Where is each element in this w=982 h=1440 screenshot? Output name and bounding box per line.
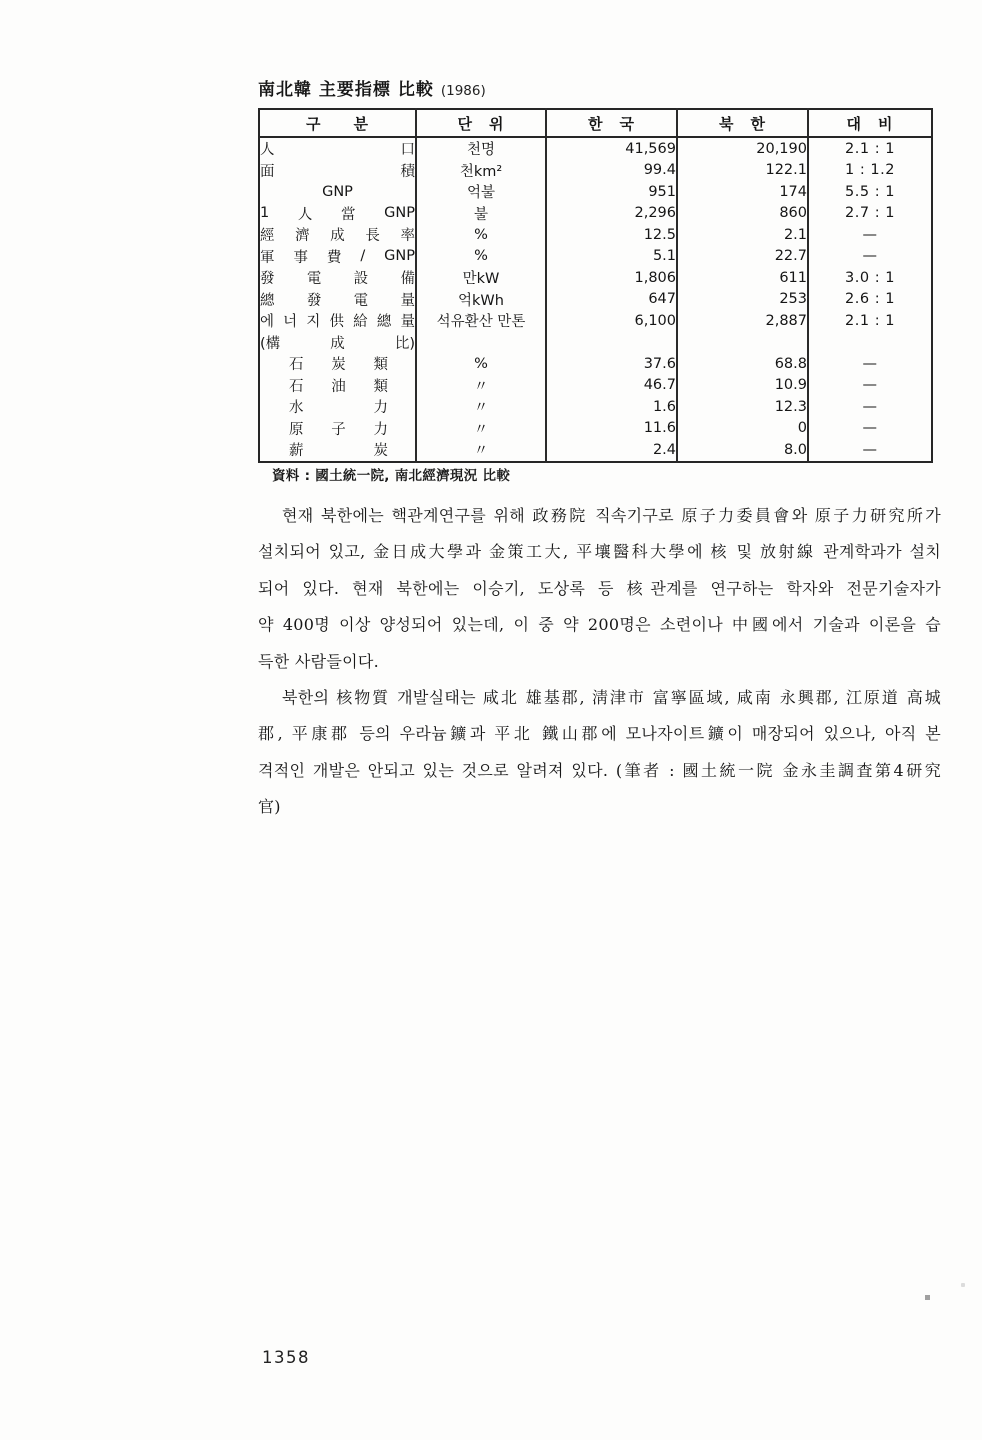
category-token: 當 [341,206,356,223]
table-row [259,224,932,246]
category-token: 費 [326,249,342,266]
unit-cell: 만kW [416,267,546,289]
scan-artifact [925,1295,930,1300]
text-line: 郡, 平康郡 등의 우라늄鑛과 平北 鐵山郡에 모나자이트鑛이 매장되어 있으나, 아직 본 [258,724,941,744]
category-cell [259,439,416,462]
category-token: 比) [394,335,415,352]
category-token: 人 [297,206,313,223]
table-row [259,160,932,182]
header-unit: 단 위 [416,109,546,137]
table-row [259,246,932,268]
category-token: 1 [260,205,270,222]
table-row [259,332,932,354]
category-token: 備 [400,271,415,288]
category-token: 量 [400,292,415,309]
unit-cell [416,332,546,354]
ratio-cell: — [808,246,932,268]
header-north-korea: 북 한 [677,109,808,137]
category-cell [259,267,416,289]
text-line: 약 400명 이상 양성되어 있는데, 이 중 약 200명은 소련이나 中國에서 기술과 이론을 습 [258,615,941,635]
south-korea-value-cell: 5.1 [546,246,677,268]
category-token: 水 [289,400,304,417]
text-line: 설치되어 있고, 金日成大學과 金策工大, 平壤醫科大學에 核 및 放射線 관계학과가 설치 [258,542,941,562]
category-token: 總 [376,314,392,331]
category-cell [259,289,416,311]
category-token: 力 [373,421,388,438]
south-korea-value-cell: 1,806 [546,267,677,289]
table-row [259,310,932,332]
ratio-cell: 3.0 : 1 [808,267,932,289]
unit-cell: 〃 [416,439,546,462]
text-line: 되어 있다. 현재 북한에는 이승기, 도상록 등 核관계를 연구하는 학자와 전문기술자가 [258,578,941,598]
scan-artifact [961,1283,965,1287]
category-token: 設 [353,271,369,288]
category-token: 經 [260,228,275,245]
unit-cell: 억kWh [416,289,546,311]
category-token: GNP [384,248,415,265]
category-cell [259,137,416,160]
text-line: 官) [258,797,281,817]
ratio-cell: 1 : 1.2 [808,160,932,182]
south-korea-value-cell: 2,296 [546,203,677,225]
category-token: 總 [260,292,275,309]
north-korea-value-cell [677,332,808,354]
south-korea-value-cell: 41,569 [546,137,677,160]
north-korea-value-cell: 22.7 [677,246,808,268]
south-korea-value-cell: 46.7 [546,375,677,397]
category-cell [259,375,416,397]
north-korea-value-cell: 2,887 [677,310,808,332]
north-korea-value-cell: 68.8 [677,353,808,375]
south-korea-value-cell: 37.6 [546,353,677,375]
north-korea-value-cell: 2.1 [677,224,808,246]
category-token: 石 [289,357,304,374]
unit-cell: % [416,246,546,268]
table-row [259,181,932,203]
north-korea-value-cell: 0 [677,418,808,440]
table-header-row [259,109,932,137]
category-cell [259,203,416,225]
category-token: 너 [283,314,298,331]
table-row [259,418,932,440]
category-cell [259,246,416,268]
ratio-cell: — [808,224,932,246]
ratio-cell: — [808,418,932,440]
north-korea-value-cell: 20,190 [677,137,808,160]
category-token: 薪 [289,443,304,460]
unit-cell: % [416,224,546,246]
unit-cell: % [416,353,546,375]
category-token: 量 [400,314,415,331]
table-body [259,137,932,462]
table-title [258,75,486,100]
category-cell [259,353,416,375]
page-number: 1358 [262,1348,310,1367]
category-token: 口 [400,142,415,159]
ratio-cell: 2.6 : 1 [808,289,932,311]
south-korea-value-cell: 1.6 [546,396,677,418]
category-token: 類 [373,378,388,395]
south-korea-value-cell: 951 [546,181,677,203]
south-korea-value-cell: 99.4 [546,160,677,182]
category-cell [259,224,416,246]
unit-cell: 불 [416,203,546,225]
category-token: 지 [306,314,321,331]
category-token: 電 [306,271,322,288]
category-token: 類 [373,357,388,374]
north-korea-value-cell: 122.1 [677,160,808,182]
category-token: 에 [260,314,275,331]
comparison-table [258,108,933,463]
unit-cell: 〃 [416,418,546,440]
category-token: 軍 [260,249,275,266]
category-token: 炭 [373,443,388,460]
unit-cell: 〃 [416,375,546,397]
ratio-cell: 2.1 : 1 [808,310,932,332]
north-korea-value-cell: 12.3 [677,396,808,418]
category-token: 子 [331,421,346,438]
table-title-year: (1986) [440,83,486,99]
category-token: 面 [260,163,275,180]
text-line: 북한의 核物質 개발실태는 咸北 雄基郡, 淸津市 富寧區域, 咸南 永興郡, 江原道 高城 [282,688,941,708]
table-row [259,375,932,397]
ratio-cell: 2.1 : 1 [808,137,932,160]
text-line: 격적인 개발은 안되고 있는 것으로 알려져 있다. (筆者 : 國土統一院 金永圭調査第4研究 [258,760,941,780]
unit-cell: 천km² [416,160,546,182]
header-category: 구 분 [259,109,416,137]
south-korea-value-cell: 647 [546,289,677,311]
table-row [259,396,932,418]
category-token: 原 [289,421,304,438]
category-cell [259,160,416,182]
category-token: 油 [331,378,346,395]
table-row [259,439,932,462]
north-korea-value-cell: 174 [677,181,808,203]
category-token: 力 [373,400,388,417]
north-korea-value-cell: 253 [677,289,808,311]
category-token: 事 [293,249,308,266]
table-row [259,353,932,375]
ratio-cell: 2.7 : 1 [808,203,932,225]
table-row [259,203,932,225]
ratio-cell: — [808,439,932,462]
category-token: (構 [260,335,281,352]
comparison-table-wrap [258,108,933,463]
ratio-cell: 5.5 : 1 [808,181,932,203]
south-korea-value-cell: 6,100 [546,310,677,332]
table-source-note: 資料 : 國土統一院, 南北經濟現況 比較 [272,468,511,484]
ratio-cell [808,332,932,354]
body-text [258,498,941,826]
header-ratio: 대 비 [808,109,932,137]
table-row [259,267,932,289]
category-token: 成 [330,335,345,352]
category-cell [259,332,416,354]
category-token: 長 [365,228,380,245]
category-token: 炭 [331,357,346,374]
category-token: GNP [322,183,353,200]
ratio-cell: — [808,375,932,397]
category-token: 給 [353,314,368,331]
north-korea-value-cell: 10.9 [677,375,808,397]
category-cell [259,418,416,440]
ratio-cell: — [808,396,932,418]
category-token: GNP [384,205,415,222]
south-korea-value-cell: 11.6 [546,418,677,440]
category-token: 人 [260,142,275,159]
category-token: / [360,248,366,265]
category-cell [259,396,416,418]
category-cell [259,310,416,332]
table-title-text: 南北韓 主要指標 比較 [258,80,434,100]
north-korea-value-cell: 8.0 [677,439,808,462]
category-token: 成 [330,228,345,245]
unit-cell: 〃 [416,396,546,418]
north-korea-value-cell: 611 [677,267,808,289]
category-token: 濟 [295,228,310,245]
unit-cell: 억불 [416,181,546,203]
south-korea-value-cell: 12.5 [546,224,677,246]
header-south-korea: 한 국 [546,109,677,137]
category-cell [259,181,416,203]
category-token: 供 [329,314,345,331]
south-korea-value-cell [546,332,677,354]
text-line: 현재 북한에는 핵관계연구를 위해 政務院 직속기구로 原子力委員會와 原子力研究所가 [282,506,941,525]
unit-cell: 석유환산 만톤 [416,310,546,332]
unit-cell: 천명 [416,137,546,160]
category-token: 電 [353,292,369,309]
category-token: 率 [400,228,415,245]
table-row [259,137,932,160]
ratio-cell: — [808,353,932,375]
category-token: 發 [306,292,322,309]
category-token: 石 [289,378,304,395]
north-korea-value-cell: 860 [677,203,808,225]
table-row [259,289,932,311]
south-korea-value-cell: 2.4 [546,439,677,462]
text-line: 득한 사람들이다. [258,651,380,671]
category-token: 發 [260,271,275,288]
category-token: 積 [400,163,415,180]
